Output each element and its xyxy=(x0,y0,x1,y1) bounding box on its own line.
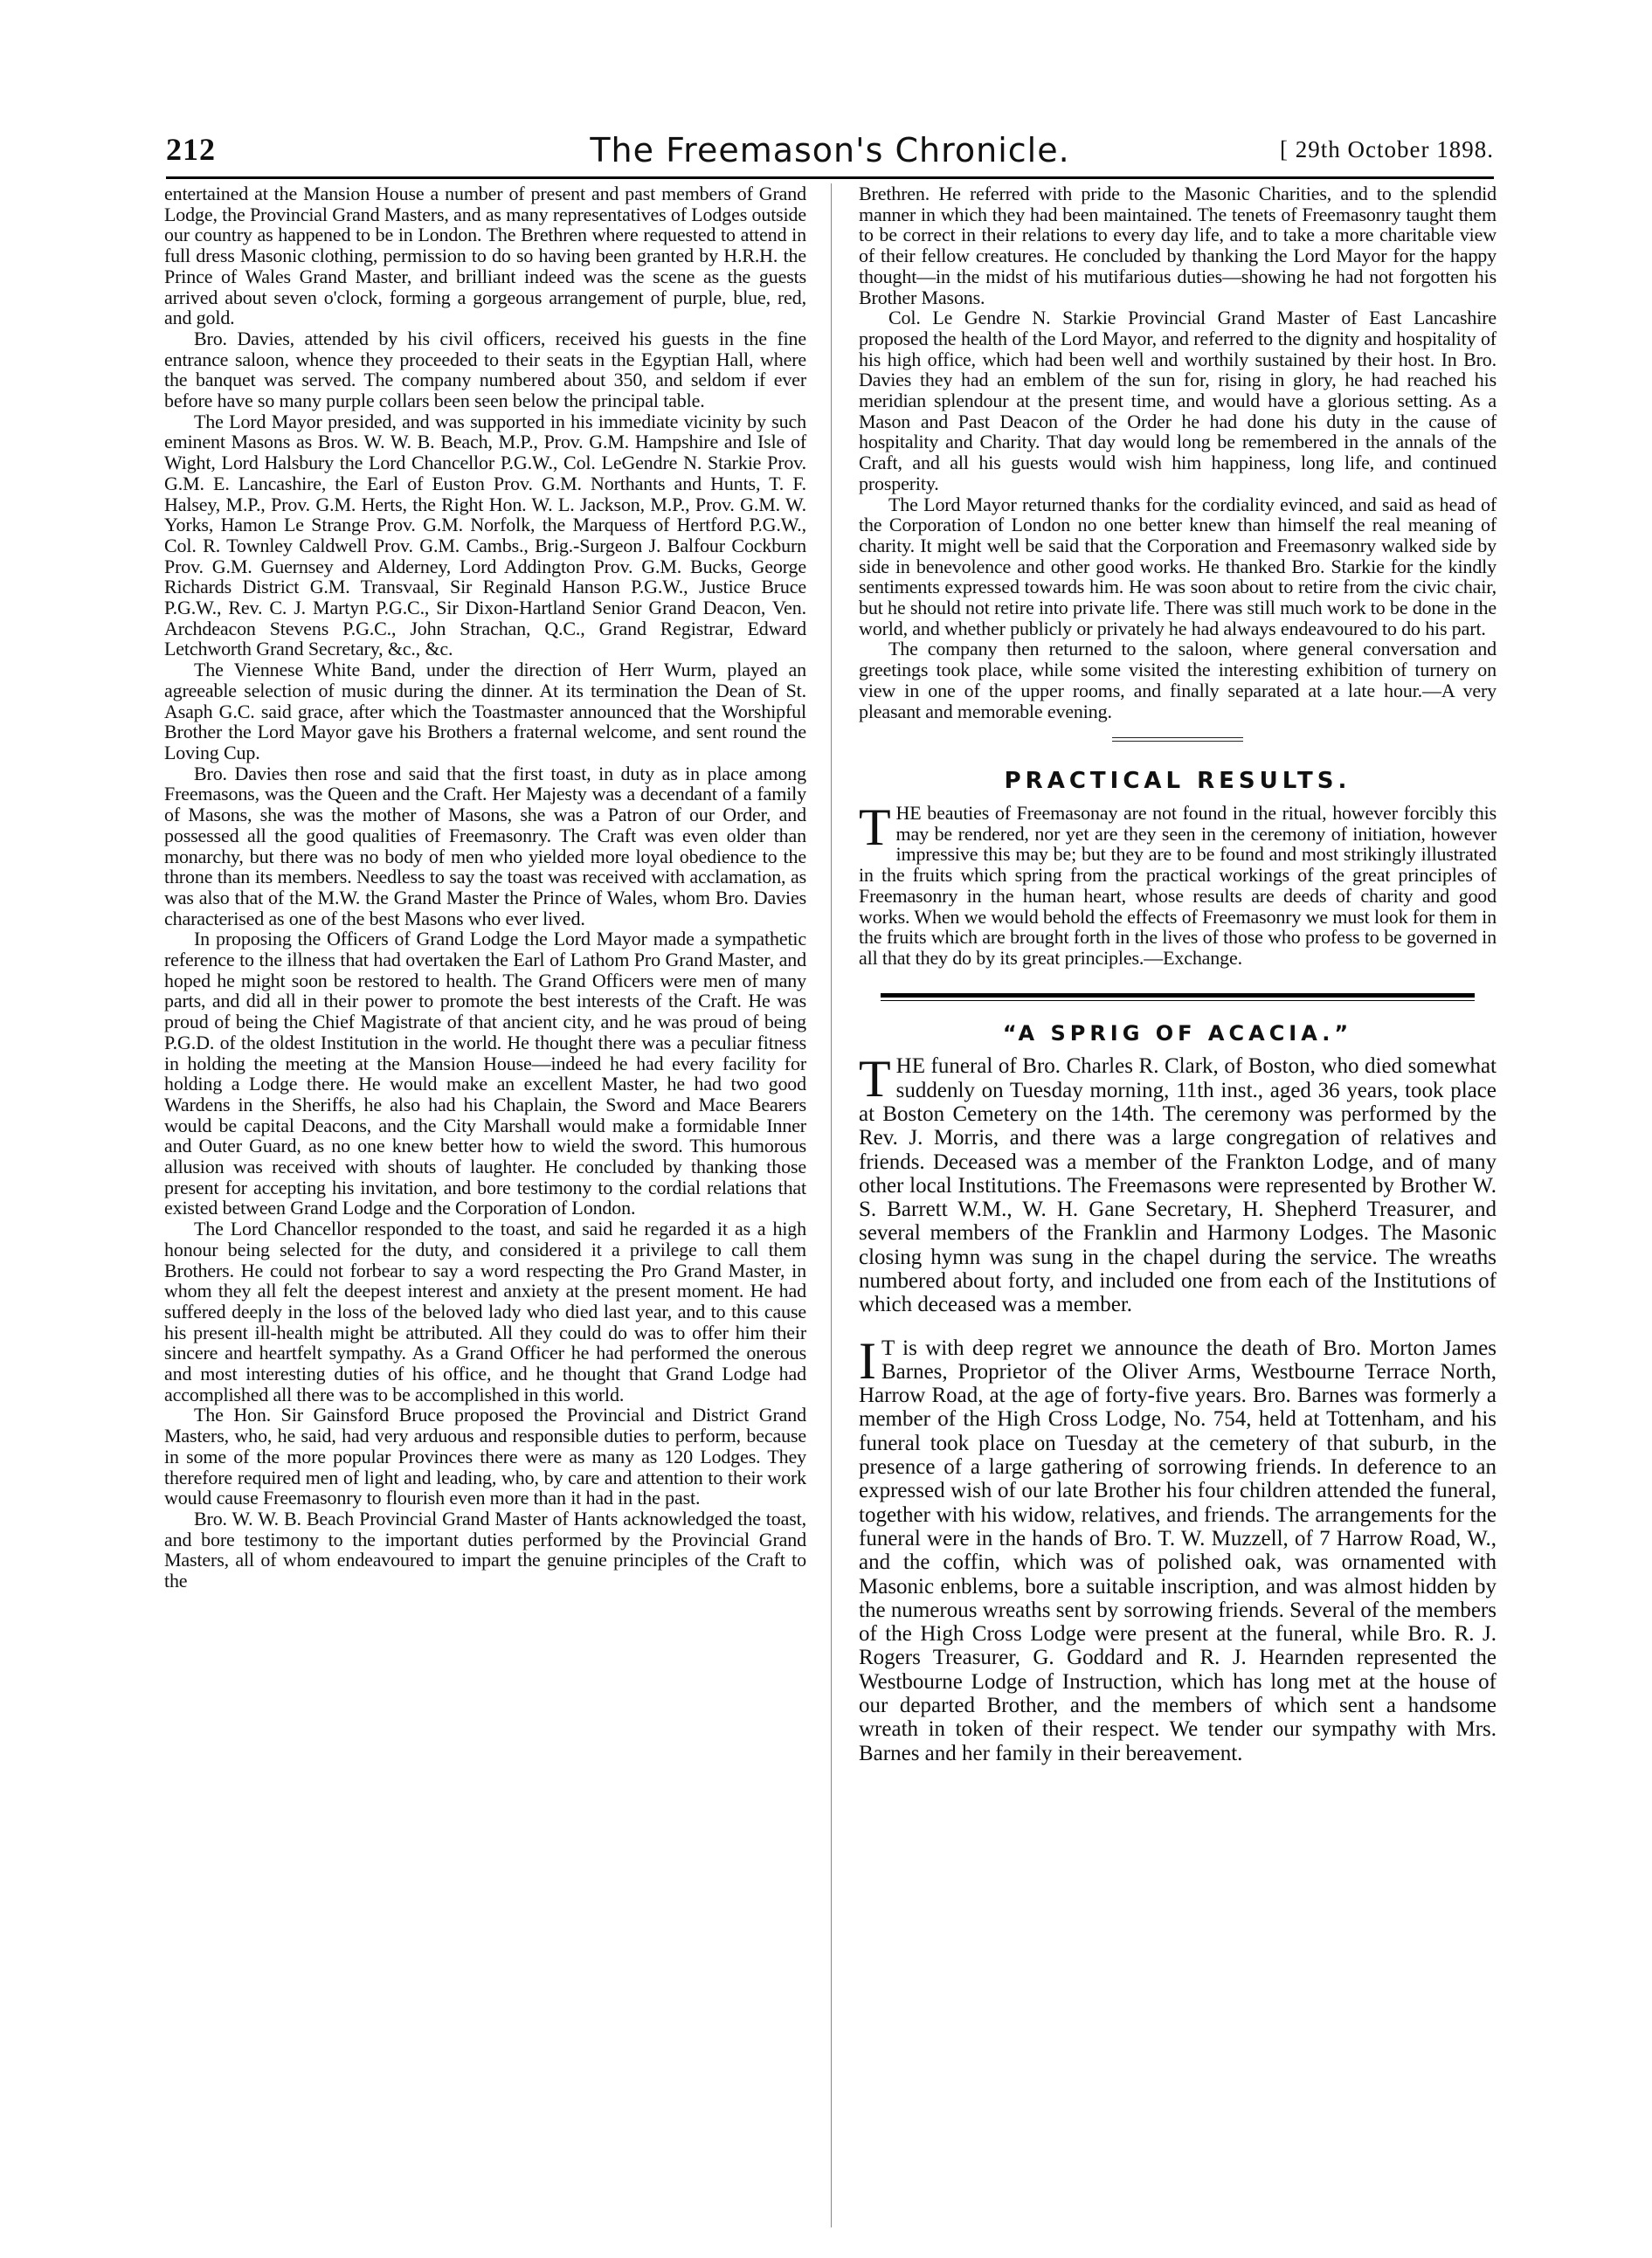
masthead-rule xyxy=(166,176,1494,179)
drop-cap: T xyxy=(859,798,891,856)
article-heading-practical-results: PRACTICAL RESULTS. xyxy=(1004,768,1351,795)
section-divider-thick xyxy=(881,993,1475,1001)
paragraph: The company then returned to the saloon, where general conversation and greetings took place, while some visited the interesting exhibition of turnery on view in one of the upper rooms, and finally separated at a late hour.—A very pleasant and memorable evening. xyxy=(859,638,1496,722)
paragraph: Bro. Davies, attended by his civil officers, received his guests in the fine entrance saloon, whence they proceeded to their seats in the Egyptian Hall, where the banquet was served. The company numbered about 350, and seldom if ever before have so many purple collars been seen below the principal table. xyxy=(164,327,806,412)
paragraph: Bro. W. W. B. Beach Provincial Grand Master of Hants acknowledged the toast, and bore testimony to the important duties performed by the Provincial Grand Masters, all of whom endeavoured to impart the genuine principles of the Craft to the xyxy=(164,1508,806,1592)
article-sprig-of-acacia xyxy=(859,1050,1496,1765)
paragraph: The Lord Mayor returned thanks for the cordiality evinced, and said as head of the Corporation of London no one better knew than himself the real meaning of charity. It might well be said that the Corporation and Freemasonry walked side by side in benevolence and other good works. He thanked Bro. Starkie for the kindly sentiments expressed towards him. He was soon about to retire from the civic chair, but he should not retire into private life. There was still much work to be done in the world, and whether publicly or privately he had always endeavoured to do his part. xyxy=(859,493,1496,639)
obituary-body: HE funeral of Bro. Charles R. Clark, of Boston, who died somewhat suddenly on Tuesday morning, 11th inst., aged 36 years, took place at Boston Cemetery on the 14th. The ceremony was performed by the Rev. J. Morris, and there was a large congregation of relatives and friends. Deceased was a member of the Frankton Lodge, and of many other local Institutions. The Freemasons were represented by Brother W. S. Barrett W.M., W. H. Gane Secretary, H. Shepherd Treasurer, and several members of the Franklin and Harmony Lodges. The Masonic closing hymn was sung in the chapel during the service. The wreaths numbered about forty, and included one from each of the Institutions of which deceased was a member. xyxy=(859,1054,1496,1317)
issue-date: [ 29th October 1898. xyxy=(1280,136,1494,162)
section-divider xyxy=(1112,737,1243,742)
paragraph: In proposing the Officers of Grand Lodge the Lord Mayor made a sympathetic reference to the illness that had overtaken the Earl of Lathom Pro Grand Master, and hoped he might soon be restored to health. The Grand Officers were men of many parts, and did all in their power to promote the best interests of the Craft. He was proud of being the Chief Magistrate of that ancient city, and he was proud of being P.G.D. of the oldest Institution in the world. He thought there was a peculiar fitness in holding the meeting at the Mansion House—indeed he had every facility for holding a Lodge there. He would make an excellent Master, he had two good Wardens in the Sheriffs, he also had his Chaplain, the Sword and Mace Bearers would be capital Deacons, and the City Marshall would make a formidable Inner and Outer Guard, as no one knew better how to wield the sword. This humorous allusion was received with shouts of laughter. He concluded by thanking those present for accepting his invitation, and bore testimony to the cordial relations that existed between Grand Lodge and the Corporation of London. xyxy=(164,928,806,1219)
paragraph: The Viennese White Band, under the direction of Herr Wurm, played an agreeable selection of music during the dinner. At its termination the Dean of St. Asaph G.C. said grace, after which the Toastmaster announced that the Worshipful Brother the Lord Mayor gave his Brothers a fraternal welcome, and sent round the Loving Cup. xyxy=(164,659,806,763)
paragraph: Bro. Davies then rose and said that the first toast, in duty as in place among Freemasons, was the Queen and the Craft. Her Majesty was a decendant of a family of Masons, she was the mother of Masons, she was a Patron of our Order, and possessed all the good qualities of Freemasonry. The Craft was even older than monarchy, but there was no body of men who yielded more loyal obedience to the throne than its members. Needless to say the toast was received with acclamation, as was also that of the M.W. the Grand Master the Prince of Wales, whom Bro. Davies characterised as one of the best Masons who ever lived. xyxy=(164,762,806,929)
right-column xyxy=(859,183,1496,1765)
drop-cap: T xyxy=(859,1050,891,1108)
paragraph: Brethren. He referred with pride to the Masonic Charities, and to the splendid manner in which they had been maintained. The tenets of Freemasonry taught them to be correct in their relations to every day life, and to take a more charitable view of their fellow creatures. He concluded by thanking the Lord Mayor for the happy thought—in the midst of his mutifarious duties—showing he had not forgotten his Brother Masons. xyxy=(859,183,1496,308)
drop-cap: I xyxy=(859,1331,876,1390)
paragraph: entertained at the Mansion House a number of present and past members of Grand Lodge, the Provincial Grand Masters, and as many representatives of Lodges outside our country as happened to be in London. The Brethren where requested to attend in full dress Masonic clothing, permission to do so having been granted by H.R.H. the Prince of Wales Grand Master, and brilliant indeed was the scene as the guests arrived about seven o'clock, forming a gorgeous arrangement of purple, blue, red, and gold. xyxy=(164,183,806,329)
obituary-barnes xyxy=(859,1331,1496,1765)
left-column xyxy=(164,183,806,1592)
paragraph: Col. Le Gendre N. Starkie Provincial Grand Master of East Lancashire proposed the health of the Lord Mayor, and referred to the dignity and hospitality of his high office, which had been well and worthily sustained by their host. In Bro. Davies they had an emblem of the sun for, rising in glory, he had reached his meridian splendour at the present time, and would have a glorious setting. As a Mason and Past Deacon of the Order he had done his duty in the cause of hospitality and Charity. That day would long be remembered in the annals of the Craft, and all his guests would wish him happiness, long life, and continued prosperity. xyxy=(859,307,1496,494)
paragraph: The Hon. Sir Gainsford Bruce proposed the Provincial and District Grand Masters, who, he said, had very arduous and responsible duties to perform, because in some of the more popular Provinces there were as many as 120 Lodges. They therefore required men of light and leading, who, by care and attention to their work would cause Freemasonry to flourish even more than it had in the past. xyxy=(164,1404,806,1509)
article-practical-results xyxy=(859,798,1496,969)
page-number: 212 xyxy=(166,132,216,167)
article-heading-sprig-of-acacia: “A SPRIG OF ACACIA.” xyxy=(1002,1020,1353,1046)
publication-title: The Freemason's Chronicle. xyxy=(590,131,1070,169)
masthead xyxy=(166,131,1494,173)
article-body: HE beauties of Freemasonay are not found in the ritual, however forcibly this may be rendered, nor yet are they seen in the ceremony of initiation, however impressive this may be; but they are to be found and most strikingly illustrated in the fruits which spring from the practical workings of the great principles of Freemasonry in the human heart, whose results are deeds of charity and good works. When we would behold the effects of Freemasonry we must look for them in the fruits which are brought forth in the lives of those who profess to be governed in all that they do by its great principles.—Exchange. xyxy=(859,801,1496,969)
column-divider xyxy=(831,183,832,2227)
paragraph: The Lord Mayor presided, and was supported in his immediate vicinity by such eminent Masons as Bros. W. W. B. Beach, M.P., Prov. G.M. Hampshire and Isle of Wight, Lord Halsbury the Lord Chancellor P.G.W., Col. LeGendre N. Starkie Prov. G.M. E. Lancashire, the Earl of Euston Prov. G.M. Northants and Hunts, T. F. Halsey, M.P., Prov. G.M. Herts, the Right Hon. W. L. Jackson, M.P., Prov. G.M. W. Yorks, Hamon Le Strange Prov. G.M. Norfolk, the Marquess of Hertford P.G.W., Col. R. Townley Caldwell Prov. G.M. Cambs., Brig.-Surgeon J. Balfour Cockburn Prov. G.M. Guernsey and Alderney, Lord Addington Prov. G.M. Bucks, George Richards District G.M. Transvaal, Sir Reginald Hanson P.G.W., Justice Bruce P.G.W., Rev. C. J. Martyn P.G.C., Sir Dixon-Hartland Senior Grand Deacon, Ven. Archdeacon Stevens P.G.C., John Strachan, Q.C., Grand Registrar, Edward Letchworth Grand Secretary, &c., &c. xyxy=(164,410,806,660)
obituary-clark xyxy=(859,1050,1496,1317)
paragraph: The Lord Chancellor responded to the toast, and said he regarded it as a high honour being selected for the duty, and considered it a privilege to call them Brothers. He could not forbear to say a word respecting the Pro Grand Master, in whom they all felt the deepest interest and anxiety at the present moment. He had suffered deeply in the loss of the beloved lady who died last year, and to this cause his present ill-health might be attributed. All they could do was to offer him their sincere and heartfelt sympathy. As a Grand Officer he had performed the onerous and most interesting duties of his office, and he thought that Grand Lodge had accomplished all there was to be accomplished in this world. xyxy=(164,1218,806,1405)
obituary-body: T is with deep regret we announce the death of Bro. Morton James Barnes, Proprietor of the Oliver Arms, Westbourne Terrace North, Harrow Road, at the age of forty-five years. Bro. Barnes was formerly a member of the High Cross Lodge, No. 754, held at Tottenham, and his funeral took place on Tuesday at the cemetery of that suburb, in the presence of a large gathering of sorrowing friends. In deference to an expressed wish of our late Brother his four children attended the funeral, together with his widow, relatives, and friends. The arrangements for the funeral were in the hands of Bro. T. W. Muzzell, of 7 Harrow Road, W., and the coffin, which was of polished oak, was ornamented with Masonic enblems, bore a suitable inscription, and was almost hidden by the numerous wreaths sent by sorrowing friends. Several of the members of the High Cross Lodge were present at the funeral, while Bro. R. J. Rogers Treasurer, G. Goddard and R. J. Hearnden represented the Westbourne Lodge of Instruction, which has long met at the house of our departed Brother, and the members of which sent a handsome wreath in token of their respect. We tender our sympathy with Mrs. Barnes and her family in their bereavement. xyxy=(859,1336,1496,1765)
